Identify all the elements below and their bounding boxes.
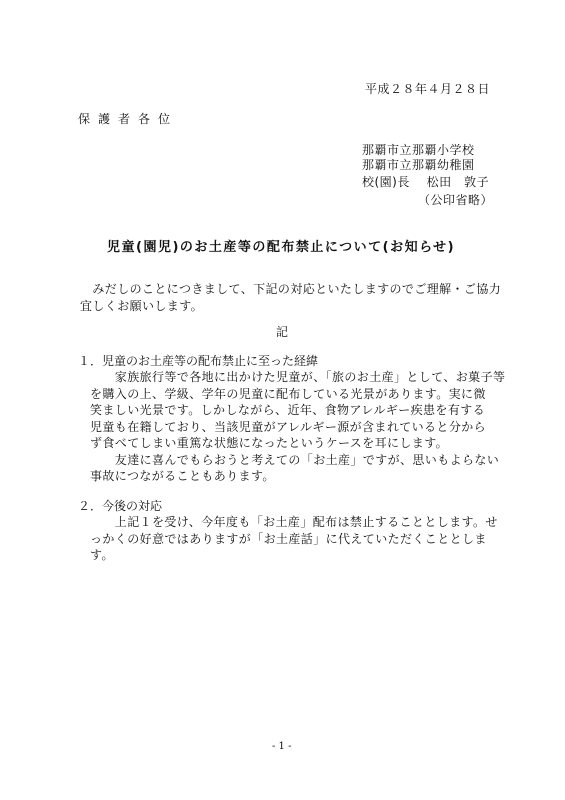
- section1-line: 事故につながることもあります。: [90, 469, 275, 483]
- ki-heading: 記: [276, 325, 289, 339]
- section1-line: 家族旅行等で各地に出かけた児童が、「旅のお土産」として、お菓子等: [90, 370, 506, 384]
- page-number: - 1 -: [272, 741, 292, 752]
- seal-omitted-note: （公印省略）: [418, 193, 494, 207]
- section1-heading: １．児童のお土産等の配布禁止に至った経緯: [78, 354, 319, 368]
- recipient-line: 保護者各位: [78, 112, 179, 126]
- sender-principal: 校(園)長 松田 敦子: [362, 175, 490, 189]
- section1-body: [90, 369, 505, 485]
- section1-line: ず食べてしまい重篤な状態になったというケースを耳にします。: [90, 436, 449, 450]
- section2-line: っかくの好意ではありますが「お土産話」に代えていただくこととしま: [90, 531, 487, 546]
- sender-kindergarten: 那覇市立那覇幼稚園: [362, 158, 475, 172]
- section2-heading: ２．今後の対応: [78, 499, 163, 513]
- section2-line: 上記１を受け、今年度も「お土産」配布は禁止することとします。せ: [90, 515, 498, 529]
- intro-line: 宜しくお願いします。: [80, 298, 204, 313]
- section1-line: を購入の上、学級、学年の児童に配布している光景があります。実に微: [90, 386, 486, 401]
- document-date: 平成２８年４月２８日: [365, 82, 491, 96]
- sender-school: 那覇市立那覇小学校: [362, 143, 475, 157]
- section1-line: 児童も在籍しており、当該児童がアレルギー源が含まれていると分から: [90, 419, 487, 434]
- section1-line: 笑ましい光景です。しかしながら、近年、食物アレルギー疾患を有する: [90, 403, 486, 417]
- intro-paragraph: [80, 281, 501, 314]
- document-title: 児童(園児)のお土産等の配布禁止について(お知らせ): [107, 240, 456, 255]
- section2-body: [90, 514, 498, 564]
- section2-line: す。: [90, 548, 114, 562]
- section1-line: 友達に喜んでもらおうと考えての「お土産」ですが、思いもよらない: [90, 452, 500, 467]
- intro-line: みだしのことにつきまして、下記の対応といたしますのでご理解・ご協力: [80, 282, 502, 296]
